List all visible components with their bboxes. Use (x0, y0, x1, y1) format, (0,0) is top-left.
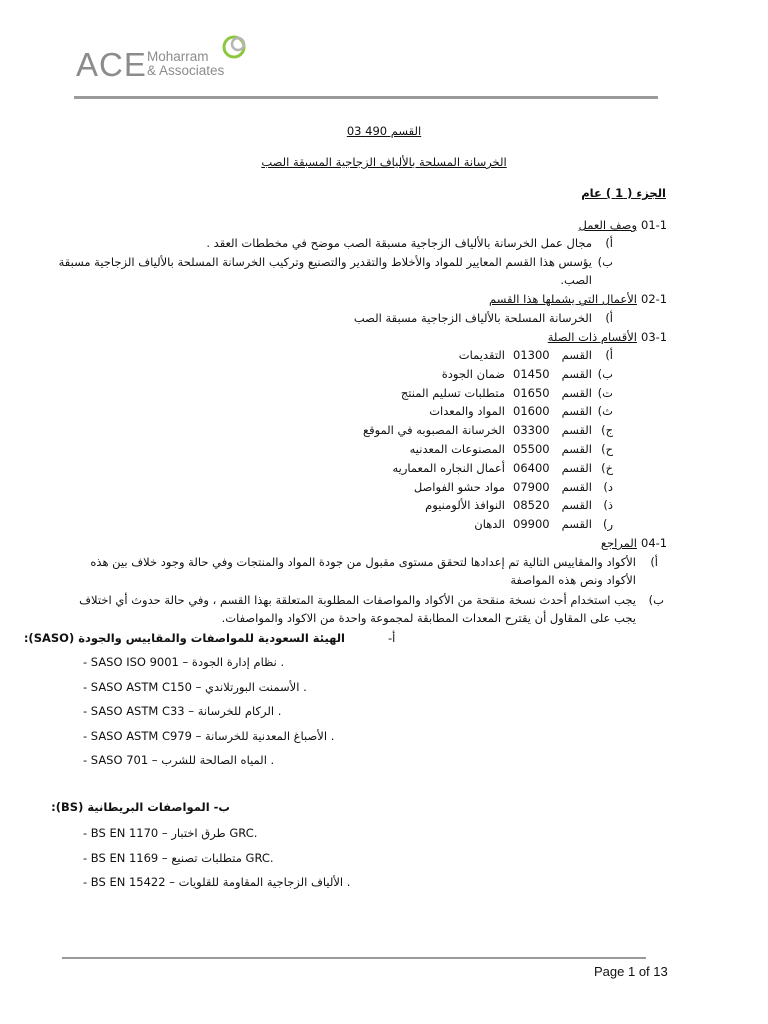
reference-title: الأسمنت البورتلاندي (205, 679, 300, 694)
s4a-text-1: الأكواد والمقاييس التالية تم إعدادها لتحقق مستوى مقبول من جودة المواد والمنتجات وفي حالة وجود خلاف بين هذه (90, 555, 636, 569)
s4-title: المراجع (600, 536, 637, 550)
reference-suffix: . (274, 704, 282, 718)
logo-line-1: Moharram (147, 49, 209, 64)
s1-number: 01-1 (641, 218, 668, 232)
reference-code: - SASO ASTM C150 – (83, 679, 206, 694)
s1b-text-1: يؤسس هذا القسم المعايير للمواد والأخلاط والتقدير والتصنيع وتركيب الخرسانة المسلحة بالألياف الزجاجية مسبقة (58, 255, 592, 269)
page-number: Page 1 of 13 (594, 964, 668, 979)
reference-suffix: . (299, 679, 307, 694)
s4a-text-2: الأكواد ونص هذه المواصفة (510, 573, 636, 587)
reference-title: المياه الصالحة للشرب (161, 753, 267, 767)
s4-number: 04-1 (641, 536, 668, 550)
related-item-word: القسم (561, 460, 592, 475)
related-item-code: 07900 (513, 479, 550, 494)
related-item-word: القسم (561, 404, 592, 419)
bs-heading: ب- المواصفات البريطانية (BS): (51, 800, 230, 814)
s1-title: وصف العمل (578, 218, 637, 232)
related-item-name: التقديمات (458, 348, 505, 362)
related-item-code: 06400 (513, 460, 550, 475)
part-heading: الجزء ( 1 ) عام (581, 186, 666, 200)
reference-item (83, 729, 334, 743)
s4b-text-1: يجب استخدام أحدث نسخة منقحة من الأكواد والمواصفات المطلوبة المتعلقة بهذا القسم ، وفي حالة حدوث أي اختلاف (79, 593, 636, 607)
reference-code: - SASO ASTM C33 – (83, 704, 198, 718)
s3-number: 03-1 (641, 330, 668, 344)
reference-suffix: . (327, 728, 335, 743)
reference-title: الألياف الزجاجية المقاومة للقلويات (178, 875, 344, 889)
reference-suffix: GRC. (241, 850, 274, 865)
reference-title: الركام للخرسانة (197, 704, 275, 718)
related-item-name: مواد حشو الفواصل (413, 479, 505, 494)
s4a-marker: أ) (650, 555, 658, 569)
related-item-name: النوافذ الألومنيوم (425, 498, 505, 513)
s2-number: 02-1 (641, 292, 668, 306)
reference-code: - BS EN 1169 – (83, 850, 172, 865)
reference-item (83, 851, 274, 865)
related-item-name: المواد والمعدات (429, 404, 505, 419)
s1a-marker: أ) (605, 236, 613, 250)
related-item-name: الخرسانة المصبوبه في الموقع (362, 423, 505, 438)
related-item-marker: ت) (597, 385, 613, 400)
related-item-word: القسم (561, 479, 592, 494)
related-item-name: الدهان (474, 517, 505, 532)
s2a-marker: أ) (605, 311, 613, 325)
reference-title: متطلبات تصنيع (171, 850, 242, 865)
reference-code: - SASO ASTM C979 – (83, 728, 206, 743)
reference-item (83, 655, 284, 669)
footer-rule (62, 957, 646, 959)
related-item-marker: ج) (601, 423, 613, 438)
related-item-word: القسم (561, 517, 592, 532)
reference-code: - BS EN 15422 – (83, 875, 179, 889)
related-item-marker: خ) (601, 460, 613, 475)
s1a-text: مجال عمل الخرسانة بالألياف الزجاجية مسبقة الصب موضح في مخططات العقد . (206, 236, 592, 250)
reference-code: - BS EN 1170 – (83, 826, 172, 840)
reference-item (83, 680, 307, 694)
reference-item (83, 753, 274, 767)
s3-title: الأقسام ذات الصلة (547, 330, 637, 344)
reference-title: طرق اختبار (171, 826, 226, 840)
reference-item (83, 875, 350, 889)
related-item-word: القسم (561, 366, 592, 381)
reference-suffix: . (276, 655, 285, 669)
reference-suffix: GRC. (225, 826, 258, 840)
related-item-marker: أ) (605, 348, 613, 362)
related-item-marker: ح) (601, 442, 613, 456)
related-item-marker: ر) (602, 517, 613, 532)
logo-wordmark: ACE (76, 46, 147, 83)
logo-line-2: & Associates (147, 63, 225, 78)
related-item-marker: ذ) (603, 498, 613, 513)
s4b-text-2: يجب على المقاول أن يقترح المعدات المطابقة لمجموعة واحدة من الاكواد والمواصفات. (221, 611, 636, 625)
saso-heading: الهيئة السعودية للمواصفات والمقاييس والجودة (SASO): (23, 631, 345, 645)
related-item-code: 01600 (513, 404, 550, 419)
section-title: الخرسانة المسلحة بالألياف الزجاجية المسبقة الصب (261, 155, 507, 169)
related-item-word: القسم (561, 423, 592, 438)
s1b-text-2: الصب. (560, 273, 592, 287)
related-item-code: 08520 (513, 498, 550, 513)
s2a-text: الخرسانة المسلحة بالألياف الزجاجية مسبقة الصب (353, 311, 592, 325)
s4b-marker: ب) (648, 593, 664, 607)
related-item-word: القسم (561, 348, 592, 362)
header-rule (74, 96, 658, 99)
related-item-name: ضمان الجودة (441, 366, 505, 381)
related-item-code: 09900 (513, 517, 550, 532)
related-item-code: 01450 (513, 366, 550, 381)
section-number: القسم 490 03 (346, 124, 422, 138)
related-item-name: متطلبات تسليم المنتج (400, 385, 505, 400)
related-item-code: 03300 (513, 423, 550, 438)
saso-marker: أ- (388, 631, 396, 645)
reference-suffix: . (266, 753, 275, 767)
s2-title: الأعمال التي يشملها هذا القسم (489, 292, 637, 306)
reference-item (83, 826, 257, 840)
related-item-marker: د) (603, 479, 613, 494)
related-item-code: 01650 (513, 385, 550, 400)
related-item-name: المصنوعات المعدنيه (409, 442, 505, 456)
related-item-code: 01300 (513, 348, 550, 362)
related-item-marker: ث) (597, 404, 613, 419)
reference-code: - SASO 701 – (83, 753, 162, 767)
reference-title: الأصباغ المعدنية للخرسانة (205, 728, 328, 743)
related-item-word: القسم (561, 385, 592, 400)
related-item-code: 05500 (513, 442, 550, 456)
related-item-word: القسم (561, 498, 592, 513)
reference-suffix: . (343, 875, 351, 889)
related-item-marker: ب) (597, 366, 613, 381)
logo-swirl-icon (221, 34, 249, 60)
related-item-name: أعمال النجاره المعماريه (392, 460, 505, 475)
reference-title: نظام إدارة الجودة (191, 655, 277, 669)
s1b-marker: ب) (597, 255, 613, 269)
related-item-word: القسم (561, 442, 592, 456)
reference-code: - SASO ISO 9001 – (83, 655, 192, 669)
reference-item (83, 704, 281, 718)
